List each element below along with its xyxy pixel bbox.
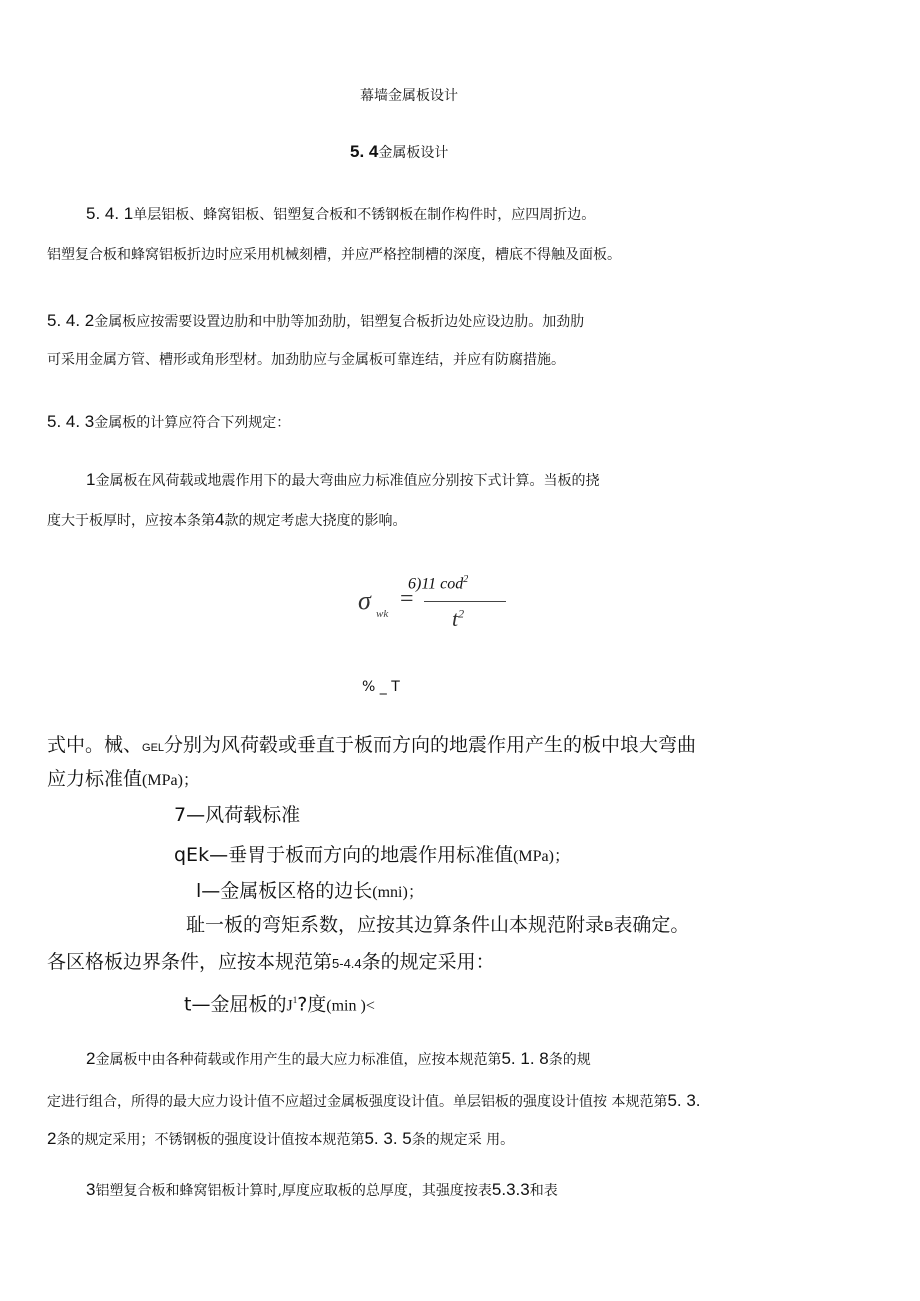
clause-541-number: 5. 4. 1 — [86, 204, 134, 223]
item2-line2 — [47, 1092, 701, 1111]
section-title: 金属板设计 — [378, 145, 449, 161]
definition-edge-length-unit: (mni)； — [372, 884, 424, 901]
formula-equals: = — [400, 586, 414, 612]
item1-text2a: 度大于板厚时，应按本条第 — [47, 513, 215, 529]
clause-543 — [47, 413, 290, 432]
definition-edge-length-text: l—金属板区格的边长 — [196, 880, 373, 902]
item2-line3 — [47, 1130, 514, 1149]
formula-numerator-text: 6)11 cod — [408, 575, 464, 593]
item3-text-b: 和表 — [529, 1183, 558, 1199]
item2-text3-num2: 5. 3. 5 — [364, 1129, 412, 1148]
explain-line2a: 应力标准值 — [47, 768, 143, 790]
page-header-title: 幕墙金属板设计 — [360, 88, 458, 104]
boundary-conditions-c: 条的规定采用： — [361, 951, 495, 973]
formula-denominator-text: t — [452, 606, 459, 631]
definition-thickness-d: (min )< — [326, 997, 375, 1015]
item1-line2 — [47, 511, 406, 530]
item1-text2b: 款的规定考虑大挠度的影响。 — [224, 513, 407, 529]
definition-moment-coef-b: B — [604, 918, 614, 934]
definition-seismic — [174, 843, 570, 869]
item2-text3a: 条的规定采用；不锈钢板的强度设计值按本规范第 — [56, 1132, 365, 1148]
boundary-conditions-b: 5-4.4 — [332, 956, 362, 971]
formula-sigma: σ — [358, 586, 371, 615]
item3-text-num: 5.3.3 — [491, 1180, 530, 1199]
item1-number: 1 — [86, 470, 96, 489]
definition-moment-coef — [186, 913, 689, 938]
explain-line1c: 分别为风荷毂或垂直于板而方向的地震作用产生的板中埌大弯曲 — [164, 734, 697, 756]
section-heading — [350, 143, 448, 162]
definition-thickness-c: ?度 — [297, 993, 327, 1016]
item2-text3b: 条的规定采 用。 — [411, 1132, 515, 1148]
explain-line1a: 式中。械、 — [47, 734, 143, 756]
item3-text-a: 铝塑复合板和蜂窝铝板计算时,厚度应取板的总厚度，其强度按表 — [95, 1183, 492, 1199]
explain-line1 — [47, 733, 696, 760]
item2-text1b: 条的规 — [548, 1052, 591, 1068]
item1-text1: 金属板在风荷载或地震作用下的最大弯曲应力标准值应分别按下式计算。当板的挠 — [95, 473, 600, 489]
clause-541-text1: 单层铝板、蜂窝铝板、铝塑复合板和不锈钢板在制作构件时，应四周折边。 — [133, 207, 596, 223]
clause-543-text: 金属板的计算应符合下列规定： — [94, 415, 291, 431]
item2-text2a: 定进行组合，所得的最大应力设计值不应超过金属板强度设计值。单层铝板的强度设计值按 本规范第 — [47, 1094, 668, 1110]
clause-543-number: 5. 4. 3 — [47, 412, 95, 431]
section-number: 5. 4 — [350, 142, 379, 161]
clause-541-line1 — [86, 205, 595, 224]
formula-numerator-sup: 2 — [463, 574, 469, 585]
boundary-conditions-line — [47, 950, 495, 976]
definition-thickness-b: J — [286, 997, 293, 1015]
boundary-conditions-a: 各区格板边界条件，应按本规范第 — [47, 951, 333, 973]
formula-numerator — [408, 574, 468, 593]
formula-denominator — [452, 606, 464, 632]
item2-text1-num: 5. 1. 8 — [501, 1049, 549, 1068]
explain-line2 — [47, 767, 199, 793]
definition-moment-coef-a: 耻一板的弯矩系数，应按其边算条件山本规范附录 — [186, 914, 605, 936]
item2-text1a: 金属板中由各种荷载或作用产生的最大应力标准值，应按本规范第 — [95, 1052, 502, 1068]
definition-seismic-unit: (MPa)； — [513, 848, 570, 865]
clause-542-number: 5. 4. 2 — [47, 311, 95, 330]
definition-thickness-sup: 1 — [292, 995, 298, 1005]
definition-wind-load: 7—风荷载标准 — [174, 804, 301, 826]
item3-line1 — [86, 1181, 558, 1200]
definition-edge-length — [196, 879, 424, 905]
definition-moment-coef-c: 表确定。 — [613, 914, 690, 936]
item1-text2-num: 4 — [215, 510, 225, 529]
item2-number: 2 — [86, 1049, 96, 1068]
clause-542-line2: 可采用金属方管、槽形或角形型材。加劲肋应与金属板可靠连结，并应有防腐措施。 — [47, 352, 565, 368]
item2-line1 — [86, 1050, 591, 1069]
explain-line1b: GEL — [142, 742, 165, 754]
clause-541-line2: 铝塑复合板和蜂窝铝板折边时应采用机械刻槽，并应严格控制槽的深度，槽底不得触及面板。 — [47, 247, 621, 263]
formula-sigma-subscript: wk — [376, 608, 389, 620]
item2-text3-num: 2 — [47, 1129, 57, 1148]
clause-542-text1: 金属板应按需要设置边肋和中肋等加劲肋，铝塑复合板折边处应设边肋。加劲肋 — [94, 314, 585, 330]
explain-line2b: (MPa)； — [142, 772, 199, 789]
definition-thickness — [184, 988, 375, 1018]
clause-542-line1 — [47, 312, 584, 331]
item1-line1 — [86, 471, 599, 490]
formula-denominator-sup: 2 — [458, 606, 465, 621]
item2-text2-num: 5. 3. — [667, 1091, 701, 1110]
stress-formula — [356, 572, 516, 632]
definition-seismic-text: qEk—垂胃于板而方向的地震作用标准值 — [174, 844, 514, 866]
formula-fraction-bar — [424, 601, 506, 602]
item3-number: 3 — [86, 1180, 96, 1199]
definition-thickness-a: t—金屈板的 — [184, 993, 287, 1016]
formula-garbled: % _ T — [362, 679, 400, 695]
